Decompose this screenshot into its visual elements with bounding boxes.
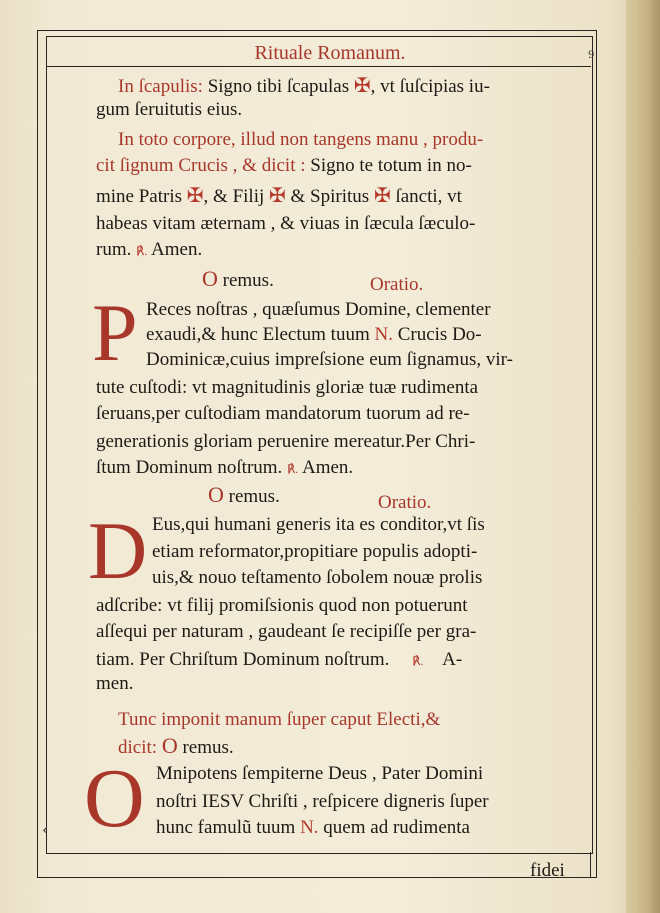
- toto-line3: [96, 184, 588, 210]
- oratio1-line: ſtum Dominum noſtrum.: [96, 457, 283, 478]
- oratio1-l3: [146, 348, 586, 373]
- omnipotens-tail: quem ad rudimenta: [323, 817, 470, 838]
- catchword-rule: [590, 852, 591, 878]
- scapulis-text-a: Signo tibi ſcapulas: [207, 76, 350, 97]
- tunc-rubric-l1: [118, 708, 588, 733]
- oratio1-l5: [96, 402, 588, 427]
- scapulis-line2-text: gum ſeruitutis eius.: [96, 99, 243, 120]
- oremus-2: [208, 482, 280, 508]
- oratio2-l2: [152, 540, 586, 565]
- toto-l3: habeas vitam æternam , & viuas in ſæcula ſæculo-: [96, 213, 476, 234]
- amen: Amen.: [301, 457, 354, 478]
- oratio1-l1: [146, 298, 586, 323]
- oremus-text: remus.: [222, 270, 274, 291]
- oratio1-line: Reces noſtras , quæſumus Domine, clementer: [146, 299, 491, 320]
- oratio1-l2: [146, 323, 586, 348]
- omnipotens-line: noſtri IESV Chriſti , reſpicere digneris ſuper: [156, 791, 489, 812]
- response-icon: ℟.: [412, 654, 424, 668]
- oremus-initial: O: [202, 266, 218, 291]
- oratio2-line: etiam reformator,propitiare populis adopti-: [152, 541, 478, 562]
- drop-cap-d: D: [88, 505, 148, 596]
- toto-l2d: ſancti, vt: [395, 186, 462, 207]
- scapulis-text-b: , vt ſuſcipias iu-: [370, 76, 490, 97]
- cross-icon: ✠: [353, 75, 371, 97]
- omnipotens-l2: [156, 790, 586, 815]
- amen-hyphen: A-: [442, 649, 463, 670]
- oratio2-line: uis,& nouo teſtamento ſobolem nouæ prolis: [152, 567, 483, 588]
- scapulis-rubric: In ſcapulis:: [118, 76, 203, 97]
- response-icon: ℟.: [136, 244, 148, 258]
- oratio1-l7: [96, 456, 588, 482]
- oratio2-line: adſcribe: vt filij promiſsionis quod non potuerunt: [96, 595, 468, 616]
- cross-icon: ✠: [269, 185, 286, 207]
- cross-icon: ✠: [186, 185, 204, 207]
- oratio2-l3: [152, 566, 586, 591]
- oratio1-line: generationis gloriam peruenire mereatur.Per Chri-: [96, 431, 476, 452]
- toto-l2c: & Spiritus: [290, 186, 370, 207]
- tunc-rubric-l2: [118, 734, 588, 761]
- head-rule: [46, 66, 591, 67]
- toto-line5: [96, 238, 588, 264]
- tunc-dicit: dicit:: [118, 737, 158, 758]
- toto-l1-tail: Signo te totum in no-: [310, 155, 472, 176]
- oratio2-line: tiam. Per Chriſtum Dominum noſtrum.: [96, 649, 390, 670]
- toto-l4b: Amen.: [151, 239, 203, 260]
- omnipotens-l1: [156, 762, 586, 787]
- catchword: fidei: [530, 860, 565, 881]
- scapulis-line2: [96, 98, 586, 123]
- oratio-heading-2: Oratio.: [378, 492, 432, 513]
- toto-l2a: mine Patris: [96, 186, 183, 207]
- margin-mark: ‹: [42, 820, 49, 839]
- toto-rubric-line1: [118, 128, 588, 153]
- name-placeholder: N.: [300, 817, 319, 838]
- oratio1-line: tute cuſtodi: vt magnitudinis gloriæ tuæ rudimenta: [96, 377, 479, 398]
- oratio1-line2-tail: Crucis Do-: [397, 324, 482, 345]
- toto-l2b: , & Filij: [203, 186, 265, 207]
- response-icon: ℟.: [287, 462, 299, 476]
- scapulis-paragraph: [118, 74, 588, 100]
- toto-rubric-l1: In toto corpore, illud non tangens manu , produ-: [118, 129, 484, 150]
- oratio1-line: ſeruans,per cuſtodiam mandatorum tuorum ad re-: [96, 403, 470, 424]
- oratio2-l4: [96, 594, 588, 619]
- tunc-rubric: Tunc imponit manum ſuper caput Electi,&: [118, 709, 441, 730]
- omnipotens-line: Mnipotens ſempiterne Deus , Pater Domini: [156, 763, 484, 784]
- oremus-text: remus.: [228, 486, 280, 507]
- drop-cap-p: P: [92, 287, 138, 378]
- toto-l4a: rum.: [96, 239, 132, 260]
- oremus-initial: O: [208, 482, 224, 507]
- oratio2-line: aſſequi per naturam , gaudeant ſe recipiſſe per gra-: [96, 621, 477, 642]
- oratio2-l5: [96, 620, 588, 645]
- oratio-heading-1: Oratio.: [370, 274, 424, 295]
- oratio2-line: Eus,qui humani generis ita es conditor,vt ſis: [152, 514, 485, 535]
- drop-cap-o: O: [84, 752, 145, 845]
- oratio1-l4: [96, 376, 588, 401]
- oratio2-l6: [96, 648, 588, 674]
- toto-rubric-l2: cit ſignum Crucis , & dicit :: [96, 155, 306, 176]
- toto-line4: [96, 212, 588, 237]
- name-placeholder: N.: [374, 324, 393, 345]
- oratio1-line: exaudi,& hunc Electum tuum: [146, 324, 370, 345]
- oremus-initial: O: [161, 733, 178, 758]
- book-gutter: [626, 0, 660, 913]
- oratio1-line: Dominicæ,cuius impreſsione eum ſignamus, vir-: [146, 349, 513, 370]
- cross-icon: ✠: [373, 185, 391, 207]
- oratio2-l7: [96, 672, 588, 697]
- running-head: Rituale Romanum.: [254, 42, 406, 64]
- oremus-text: remus.: [182, 737, 234, 758]
- oratio2-line: men.: [96, 673, 134, 694]
- omnipotens-line: hunc famulũ tuum: [156, 817, 296, 838]
- oratio1-l6: [96, 430, 588, 455]
- oratio2-l1: [152, 513, 586, 538]
- folio-mark: 9: [588, 50, 595, 61]
- omnipotens-l3: [156, 816, 586, 841]
- oremus-1: [202, 266, 274, 292]
- toto-line2: [96, 154, 588, 179]
